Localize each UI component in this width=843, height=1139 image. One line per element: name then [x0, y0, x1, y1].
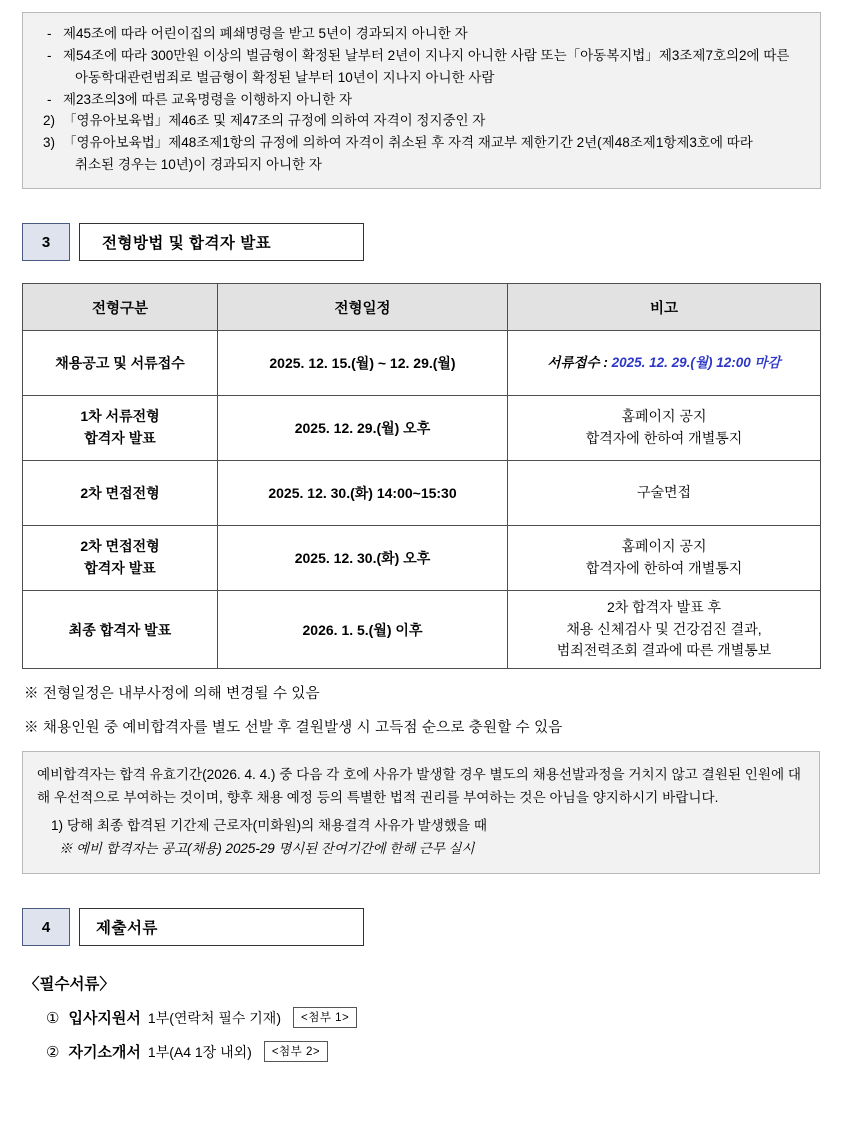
item-marker: ① — [46, 1009, 60, 1027]
note-line — [37, 110, 806, 132]
disqualification-note-box — [22, 12, 821, 189]
note-text: 「영유아보육법」제46조 및 제47조의 규정에 의하여 자격이 정지중인 자 — [63, 113, 486, 129]
list-item — [46, 1041, 821, 1062]
table-row — [23, 461, 821, 526]
table-row — [23, 396, 821, 461]
cell-line: 홈페이지 공지 — [621, 408, 707, 425]
section-heading-3 — [22, 223, 821, 261]
note-line — [37, 132, 806, 154]
note-line — [37, 89, 806, 111]
cell-schedule: 2025. 12. 15.(월) ~ 12. 29.(월) — [218, 331, 508, 396]
cell-category — [23, 526, 218, 591]
cell-line: 1차 서류전형 — [80, 408, 160, 425]
table-row — [23, 591, 821, 669]
item-marker: ② — [46, 1043, 60, 1061]
cell-line: 홈페이지 공지 — [621, 538, 707, 555]
cell-remark — [508, 461, 821, 526]
cell-line: 채용 신체검사 및 건강검진 결과, — [566, 620, 762, 637]
item-number: 2) — [43, 113, 56, 129]
cell-category: 채용공고 및 서류접수 — [23, 331, 218, 396]
note-line — [37, 45, 806, 67]
cell-remark — [508, 331, 821, 396]
cell-line: 2차 합격자 발표 후 — [606, 599, 722, 616]
cell-category — [23, 396, 218, 461]
note-text: 「영유아보육법」제48조제1항의 규정에 의하여 자격이 취소된 후 자격 재교부 제한기간 2년(제48조제1항제3호에 따라 — [63, 135, 753, 151]
cell-remark — [508, 396, 821, 461]
document-description: 1부(A4 1장 내외) — [147, 1043, 252, 1060]
note-line-continued — [37, 67, 806, 89]
section-title: 전형방법 및 합격자 발표 — [79, 223, 364, 261]
section-heading-4 — [22, 908, 821, 946]
cell-schedule: 2026. 1. 5.(월) 이후 — [218, 591, 508, 669]
dash-marker: - — [47, 26, 52, 41]
column-header-remark: 비고 — [508, 284, 821, 331]
cell-line: 합격자 발표 — [84, 430, 156, 447]
cell-line: 합격자에 한하여 개별통지 — [585, 560, 743, 577]
cell-remark — [508, 591, 821, 669]
cell-line: 합격자에 한하여 개별통지 — [585, 430, 743, 447]
note-line — [37, 23, 806, 45]
note-text: 제45조에 따라 어린이집의 폐쇄명령을 받고 5년이 경과되지 아니한 자 — [63, 26, 468, 41]
item-number: 3) — [43, 135, 56, 151]
reserve-item-1: 1) 당해 최종 합격된 기간제 근로자(미화원)의 채용결격 사유가 발생했을 때 — [51, 817, 487, 833]
cell-line: 범죄전력조회 결과에 따른 개별통보 — [556, 642, 772, 659]
note-text: 취소된 경우는 10년)이 경과되지 아니한 자 — [75, 157, 322, 173]
cell-line: 2차 면접전형 — [80, 538, 160, 555]
cell-line: 구술면접 — [636, 484, 692, 501]
table-header-row — [23, 284, 821, 331]
schedule-table — [22, 283, 821, 669]
document-title: 자기소개서 — [68, 1044, 141, 1062]
attachment-tag: <첨부 1> — [293, 1007, 357, 1028]
column-header-category: 전형구분 — [23, 284, 218, 331]
document-title: 입사지원서 — [68, 1010, 141, 1028]
cell-category: 2차 면접전형 — [23, 461, 218, 526]
reserve-subnote-1: ※ 예비 합격자는 공고(채용) 2025-29 명시된 잔여기간에 한해 근무 실시 — [59, 841, 475, 857]
cell-schedule: 2025. 12. 30.(화) 오후 — [218, 526, 508, 591]
cell-schedule: 2025. 12. 29.(월) 오후 — [218, 396, 508, 461]
attachment-tag: <첨부 2> — [264, 1041, 328, 1062]
note-text: 제54조에 따라 300만원 이상의 벌금형이 확정된 날부터 2년이 지나지 아니한 사람 또는「아동복지법」제3조제7호의2에 따른 — [63, 47, 790, 63]
column-header-schedule: 전형일정 — [218, 284, 508, 331]
note-line-continued — [37, 154, 806, 176]
reserve-paragraph: 예비합격자는 합격 유효기간(2026. 4. 4.) 중 다음 각 호에 사유가 발생할 경우 별도의 채용선발과정을 거치지 않고 결원된 인원에 대해 우선적으로 부여하는 것이며, 향후 채용 예정 등의 특별한 법적 권리를 부여하는 것은 아님을 양지하시기 바랍니다. — [37, 767, 802, 806]
remark-deadline: 2025. 12. 29.(월) 12:00 마감 — [611, 355, 781, 371]
reserve-candidate-box — [22, 751, 820, 874]
cell-remark — [508, 526, 821, 591]
section-title: 제출서류 — [79, 908, 364, 946]
document-description: 1부(연락처 필수 기재) — [147, 1009, 281, 1026]
table-row — [23, 331, 821, 396]
note-text: 제23조의3에 따른 교육명령을 이행하지 아니한 자 — [63, 91, 353, 107]
remark-prefix: 서류접수 : — [547, 355, 612, 371]
dash-marker: - — [47, 47, 52, 63]
section-number-badge: 4 — [22, 908, 70, 946]
note-text: 아동학대관련범죄로 벌금형이 확정된 날부터 10년이 지나지 아니한 사람 — [75, 69, 495, 85]
note-reserve-candidates: ※ 채용인원 중 예비합격자를 별도 선발 후 결원발생 시 고득점 순으로 충원할 수 있음 — [24, 720, 563, 737]
cell-schedule: 2025. 12. 30.(화) 14:00~15:30 — [218, 461, 508, 526]
list-item — [46, 1007, 821, 1028]
required-documents-heading: 〈필수서류〉 — [24, 976, 115, 994]
cell-line: 합격자 발표 — [84, 560, 156, 577]
section-number-badge: 3 — [22, 223, 70, 261]
note-schedule-change: ※ 전형일정은 내부사정에 의해 변경될 수 있음 — [24, 686, 320, 703]
cell-category: 최종 합격자 발표 — [23, 591, 218, 669]
table-row — [23, 526, 821, 591]
dash-marker: - — [47, 91, 52, 107]
